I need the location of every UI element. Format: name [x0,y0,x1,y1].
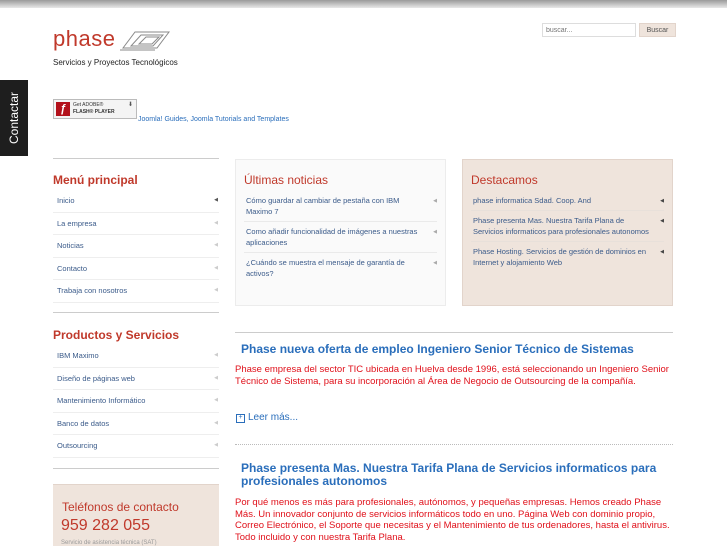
featured-list [471,191,664,272]
menu-item-label: Trabaja con nosotros [57,286,128,295]
logo-subtitle: Servicios y Proyectos Tecnológicos [53,58,178,67]
plus-square-icon: + [236,414,245,423]
arrow-left-icon: ◀ [660,218,664,224]
arrow-left-icon: ◀ [214,197,218,203]
featured-item[interactable] [471,242,664,272]
menu-item-outsourcing[interactable] [53,435,219,458]
featured-item-label: Phase presenta Mas. Nuestra Tarifa Plana de Servicios informaticos para profesionales autonomos [473,216,649,236]
article [235,462,673,543]
menu-item-label: Contacto [57,263,88,273]
main-menu [53,158,219,303]
top-bar [0,0,727,8]
menu-item-ibm-maximo[interactable] [53,345,219,368]
menu-item-trabaja[interactable] [53,280,219,303]
news-item[interactable] [244,253,437,283]
menu-item-label: La empresa [57,218,97,228]
phone-number[interactable]: 959 282 055 [61,517,150,534]
latest-news-title: Últimas noticias [244,173,329,187]
site-logo[interactable] [53,26,193,70]
arrow-left-icon: ◀ [214,442,218,448]
menu-divider [53,468,219,469]
flash-player-badge[interactable] [53,99,137,119]
arrow-left-icon: ◀ [660,249,664,255]
arrow-left-icon: ◀ [214,374,218,381]
read-more-label: Leer más... [248,412,299,423]
article [235,332,673,387]
news-item-label: Cómo guardar al cambiar de pestaña con IBM Maximo 7 [246,196,400,216]
featured-box [462,159,673,306]
main-menu-title: Menú principal [53,173,138,187]
latest-news-box [235,159,446,306]
phone-title: Teléfonos de contacto [62,500,179,514]
joomla-link[interactable]: Joomla! Guides, Joomla Tutorials and Templates [138,116,289,123]
logo-word: phase [53,26,116,51]
featured-item-label: phase informatica Sdad. Coop. And [473,196,591,205]
arrow-left-icon: ◀ [214,352,218,358]
arrow-left-icon: ◀ [433,198,437,204]
menu-item-diseno-web[interactable] [53,368,219,391]
menu-item-label: Noticias [57,241,84,250]
featured-item-label: Phase Hosting. Servicios de gestión de dominios en Internet y alojamiento Web [473,247,647,267]
products-menu [53,312,219,458]
menu-item-contacto[interactable] [53,258,219,281]
arrow-left-icon: ◀ [214,287,218,293]
menu-item-label: Outsourcing [57,441,98,450]
menu-item-la-empresa[interactable] [53,213,219,236]
article-body: Phase empresa del sector TIC ubicada en Huelva desde 1996, está seleccionando un Ingeniero Senior Técnico de Sistema, para su incorporación al Área de Negocio de Outsourcing de la compañía. [235,364,669,387]
arrow-left-icon: ◀ [433,229,437,235]
news-item[interactable] [244,222,437,253]
search-form [542,23,674,37]
contact-phone-box [53,484,219,546]
menu-item-label: Inicio [57,196,75,205]
read-more-link[interactable] [236,412,298,423]
featured-item[interactable] [471,211,664,242]
arrow-left-icon: ◀ [214,419,218,426]
search-input[interactable] [542,23,636,37]
download-arrow-icon: ⬇ [128,102,134,108]
latest-news-list [244,191,437,283]
flash-badge-line1: Get ADOBE® [73,102,104,108]
article-title[interactable]: Phase presenta Mas. Nuestra Tarifa Plana de Servicios informaticos para profesionales autonomos [241,461,657,488]
contact-tab-label: Contactar [7,91,21,145]
contact-tab[interactable] [0,80,28,156]
featured-title: Destacamos [471,173,538,187]
menu-item-label: Banco de datos [57,418,110,428]
article-title[interactable]: Phase nueva oferta de empleo Ingeniero Senior Técnico de Sistemas [241,342,634,356]
article-divider [235,444,673,445]
menu-divider [53,312,219,313]
news-item-label: Como añadir funcionalidad de imágenes a nuestras aplicaciones [246,227,418,247]
search-button[interactable]: Buscar [639,23,676,37]
menu-divider [53,158,219,159]
phone-subtitle: Servicio de asistencia técnica (SAT) [61,540,157,546]
arrow-left-icon: ◀ [214,264,218,271]
flash-player-icon: ƒ [56,102,70,116]
menu-item-banco-datos[interactable] [53,413,219,436]
news-item[interactable] [244,191,437,222]
menu-item-inicio[interactable] [53,190,219,213]
flash-badge-line2: FLASH® PLAYER [73,109,115,115]
news-item-label: ¿Cuándo se muestra el mensaje de garantía de activos? [246,258,405,278]
arrow-left-icon: ◀ [214,219,218,226]
arrow-left-icon: ◀ [214,242,218,248]
menu-item-label: Diseño de páginas web [57,373,135,383]
phase-logo-mark-icon [119,28,175,52]
featured-item[interactable] [471,191,664,211]
menu-item-mantenimiento[interactable] [53,390,219,413]
arrow-left-icon: ◀ [433,260,437,266]
arrow-left-icon: ◀ [214,397,218,403]
arrow-left-icon: ◀ [660,198,664,204]
article-divider [235,332,673,333]
menu-item-label: IBM Maximo [57,351,99,360]
article-body: Por qué menos es más para profesionales, autónomos, y pequeñas empresas. Hemos creado Phase Más. Un innovador conjunto de servicios informáticos todo en uno. Página Web con dominio propio, Correo Electrónico, el Soporte que necesitas y el Mantenimiento de tus ordenadores, hasta el antivirus. Todo incluido y con nuestra Tarifa Plana. [235,497,670,543]
menu-item-label: Mantenimiento Informático [57,396,146,405]
products-menu-title: Productos y Servicios [53,328,180,342]
menu-item-noticias[interactable] [53,235,219,258]
